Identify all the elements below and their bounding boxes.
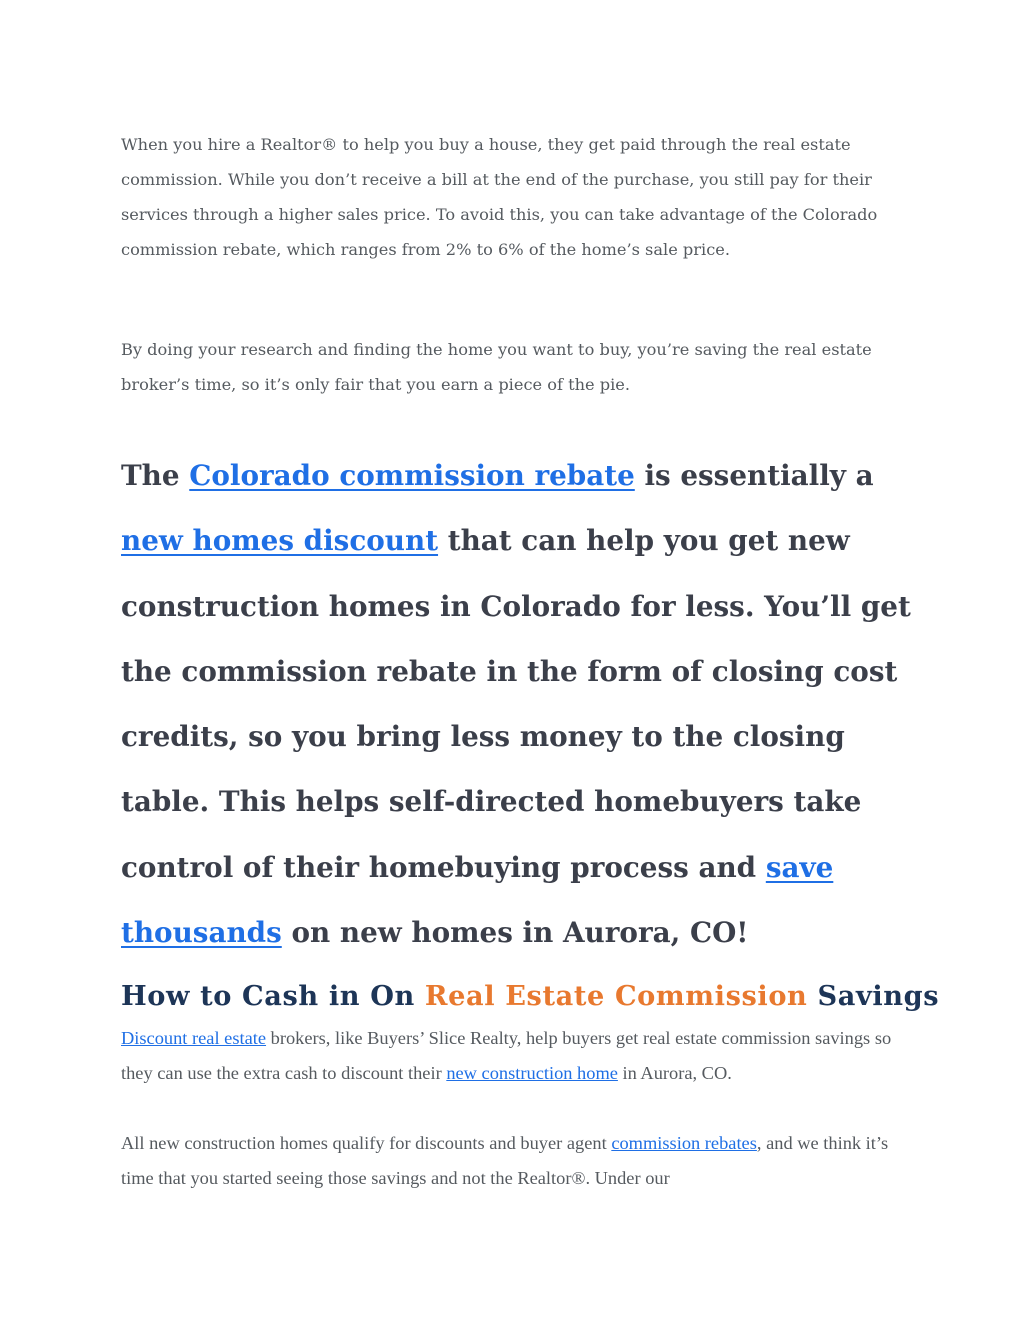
section-heading-part-1: How to Cash in On xyxy=(121,980,425,1012)
discount-real-estate-link[interactable]: Discount real estate xyxy=(121,1028,267,1048)
highlight-text-1: The xyxy=(121,459,190,492)
section-heading xyxy=(121,976,939,1016)
section-paragraph-2-text-1: All new construction homes qualify for discounts and buyer agent xyxy=(121,1133,612,1153)
section-paragraph-1-text-2: in Aurora, CO. xyxy=(617,1063,732,1084)
highlight-paragraph xyxy=(121,443,911,965)
new-construction-home-link[interactable]: new construction home xyxy=(446,1063,618,1084)
intro-paragraph-1: When you hire a Realtor® to help you buy a house, they get paid through the real estate commission. While you don’t receive a bill at the end of the purchase, you still pay for their services through a higher sales price. To avoid this, you can take advantage of the Colorado commission rebate, which ranges from 2% to 6% of the home’s sale price. xyxy=(121,135,878,259)
section-paragraph-2-text-2: , and we think it’s time that you started seeing those savings and not the Realtor®. Under our xyxy=(121,1133,889,1189)
section-paragraph-1 xyxy=(121,1021,911,1091)
intro-paragraph-2: By doing your research and finding the home you want to buy, you’re saving the real estate broker’s time, so it’s only fair that you earn a piece of the pie. xyxy=(121,340,872,394)
save-thousands-link[interactable]: save thousands xyxy=(121,850,834,950)
section-heading-part-2: Savings xyxy=(807,980,940,1012)
highlight-text-3: that can help you get new construction homes in Colorado for less. You’ll get the commission rebate in the form of closing cost credits, so you bring less money to the closing table. This helps self-directed homebuyers take control of their homebuying process and xyxy=(121,524,911,884)
highlight-text-2: is essentially a xyxy=(634,459,874,492)
new-homes-discount-link[interactable]: new homes discount xyxy=(121,524,439,558)
highlight-text-4: on new homes in Aurora, CO! xyxy=(281,916,749,950)
commission-rebates-link[interactable]: commission rebates xyxy=(611,1133,757,1153)
section-heading-accent: Real Estate Commission xyxy=(424,980,808,1012)
section-paragraph-1-text-1: brokers, like Buyers’ Slice Realty, help buyers get real estate commission savings so they can use the extra cash to discount their xyxy=(121,1028,892,1084)
colorado-commission-rebate-link[interactable]: Colorado commission rebate xyxy=(189,459,635,492)
section-paragraph-2 xyxy=(121,1126,911,1196)
